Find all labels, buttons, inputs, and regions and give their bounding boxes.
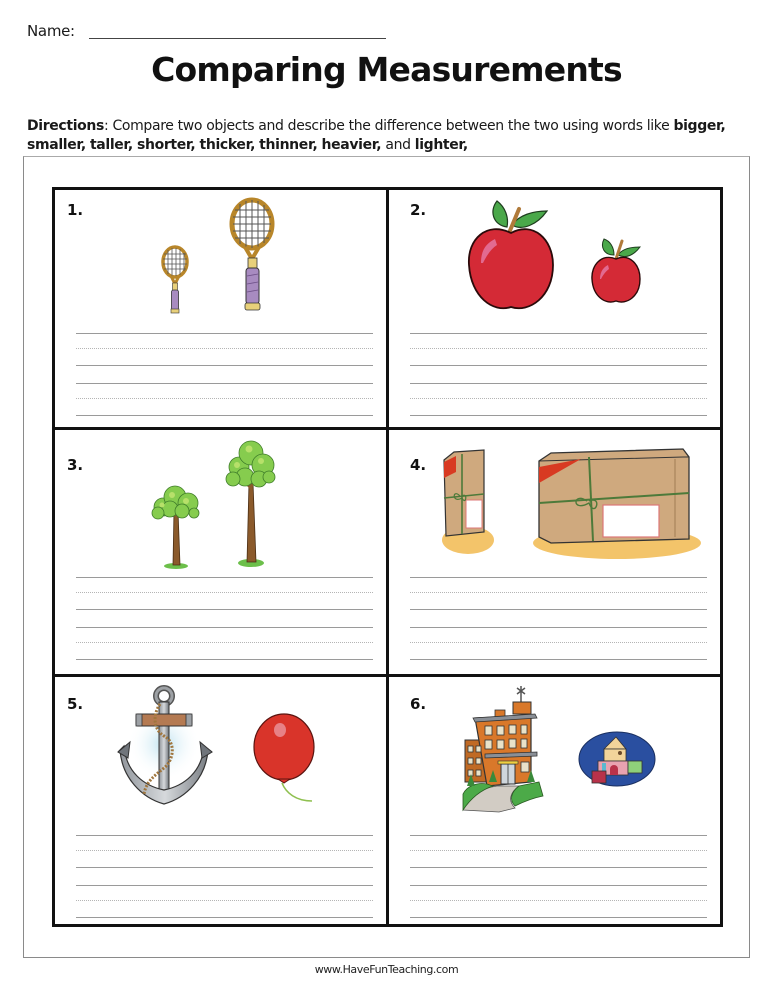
word-thinner: thinner,: [259, 137, 318, 153]
panel-number: 1.: [67, 201, 84, 219]
writing-guide-line: [76, 348, 373, 349]
anchor-icon: [116, 686, 216, 808]
writing-guide-line: [76, 642, 373, 643]
word-lighter: lighter,: [414, 137, 468, 153]
writing-line[interactable]: [410, 917, 707, 918]
name-row: [27, 22, 75, 40]
writing-line[interactable]: [410, 577, 707, 578]
writing-line[interactable]: [410, 383, 707, 384]
writing-guide-line: [76, 850, 373, 851]
name-input-line[interactable]: [89, 38, 386, 39]
word-and: and: [385, 137, 411, 153]
writing-line[interactable]: [76, 383, 373, 384]
writing-line[interactable]: [76, 627, 373, 628]
directions-label: Directions: [27, 118, 105, 134]
writing-guide-line: [410, 900, 707, 901]
writing-line[interactable]: [410, 365, 707, 366]
grid-divider-horizontal-2: [52, 674, 723, 677]
word-heavier: heavier,: [321, 137, 382, 153]
writing-line[interactable]: [410, 835, 707, 836]
writing-guide-line: [410, 398, 707, 399]
thick-package-icon: [531, 447, 703, 561]
page-title: Comparing Measurements: [151, 50, 622, 89]
panel-number: 3.: [67, 456, 84, 474]
grid-divider-horizontal-1: [52, 427, 723, 430]
writing-guide-line: [76, 592, 373, 593]
grid-divider-vertical: [386, 187, 389, 927]
name-label: Name:: [27, 22, 75, 40]
word-shorter: shorter,: [137, 137, 196, 153]
writing-line[interactable]: [76, 659, 373, 660]
writing-line[interactable]: [410, 415, 707, 416]
word-taller: taller,: [89, 137, 133, 153]
footer-website: www.HaveFunTeaching.com: [314, 963, 459, 976]
large-apple-icon: [467, 199, 557, 313]
tall-tree-icon: [225, 439, 275, 567]
toy-blocks-icon: [578, 731, 656, 787]
word-smaller: smaller,: [27, 137, 86, 153]
panel-number: 6.: [410, 695, 427, 713]
writing-line[interactable]: [76, 867, 373, 868]
panel-number: 5.: [67, 695, 84, 713]
writing-line[interactable]: [76, 917, 373, 918]
writing-guide-line: [410, 348, 707, 349]
small-racket-icon: [158, 246, 192, 318]
writing-guide-line: [410, 592, 707, 593]
writing-line[interactable]: [410, 659, 707, 660]
balloon-icon: [252, 713, 322, 809]
panel-number: 4.: [410, 456, 427, 474]
directions: [27, 117, 757, 155]
writing-guide-line: [410, 850, 707, 851]
short-tree-icon: [150, 485, 200, 569]
writing-line[interactable]: [76, 835, 373, 836]
writing-line[interactable]: [76, 609, 373, 610]
word-bigger: bigger,: [673, 118, 726, 134]
writing-line[interactable]: [410, 609, 707, 610]
writing-line[interactable]: [76, 415, 373, 416]
word-thicker: thicker,: [199, 137, 256, 153]
writing-guide-line: [76, 398, 373, 399]
thin-package-icon: [438, 448, 506, 556]
writing-line[interactable]: [76, 365, 373, 366]
writing-line[interactable]: [76, 885, 373, 886]
small-apple-icon: [590, 237, 642, 307]
writing-line[interactable]: [76, 333, 373, 334]
directions-text: : Compare two objects and describe the difference between the two using words like: [104, 118, 674, 134]
writing-line[interactable]: [410, 333, 707, 334]
writing-line[interactable]: [410, 627, 707, 628]
writing-line[interactable]: [76, 577, 373, 578]
school-building-icon: [463, 682, 551, 812]
large-racket-icon: [225, 198, 279, 316]
writing-line[interactable]: [410, 885, 707, 886]
writing-guide-line: [76, 900, 373, 901]
panel-number: 2.: [410, 201, 427, 219]
writing-line[interactable]: [410, 867, 707, 868]
writing-guide-line: [410, 642, 707, 643]
